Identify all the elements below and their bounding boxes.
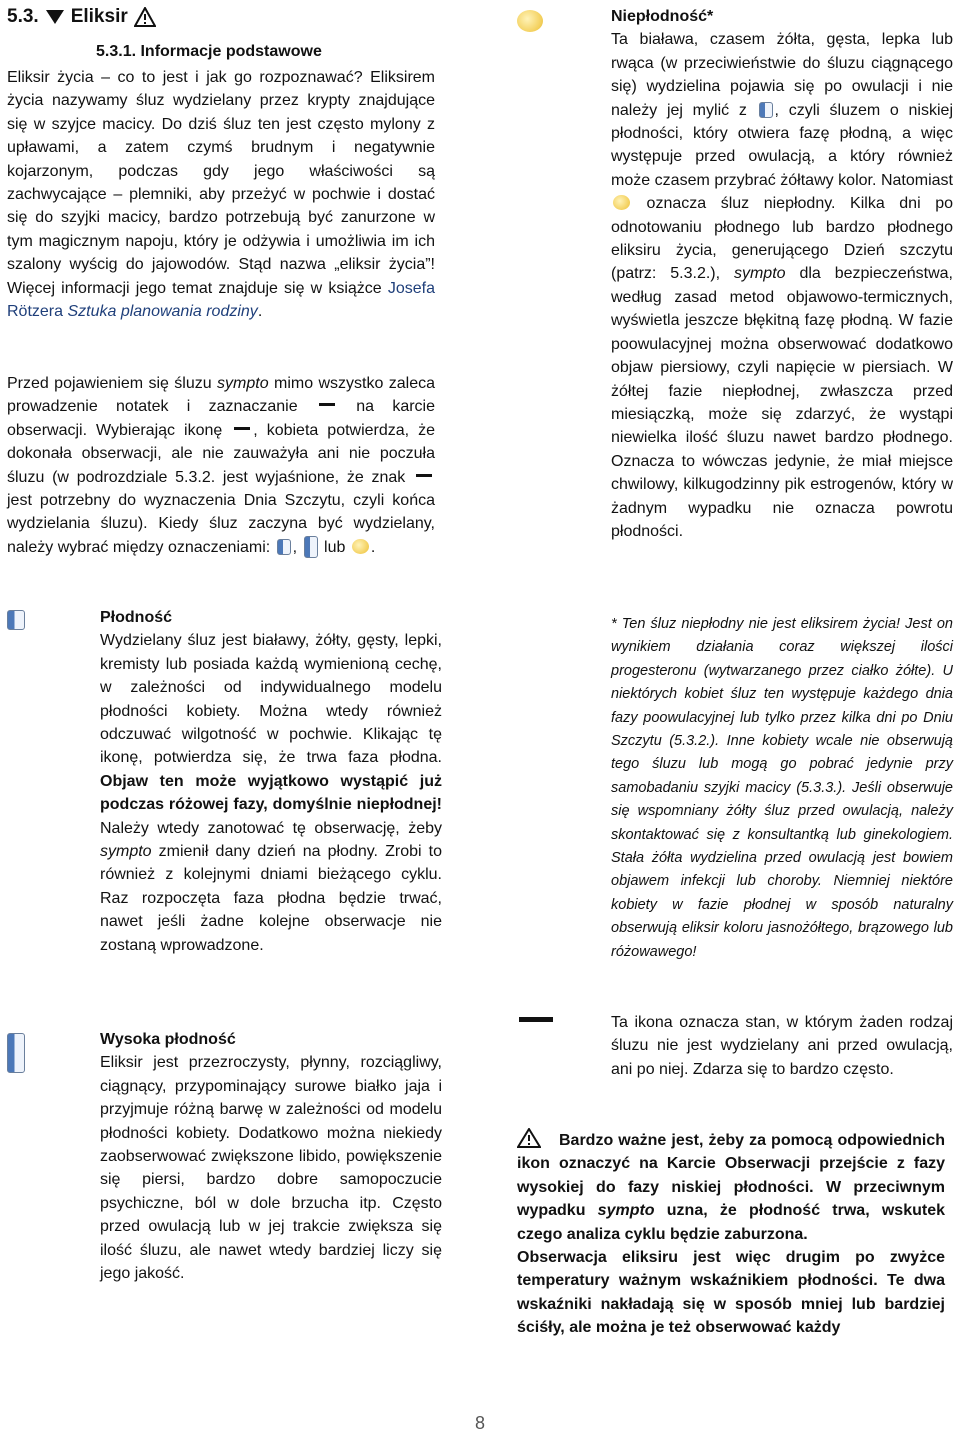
infertility-section xyxy=(611,5,953,543)
warning-icon xyxy=(134,7,156,27)
subsection-heading: 5.3.1. Informacje podstawowe xyxy=(96,43,322,60)
fertility-text-b: Należy wtedy zanotować tę obserwację, żeby xyxy=(100,819,442,837)
fertility-warning: Objaw ten może wyjątkowo wystąpić już podczas różowej fazy, domyślnie niepłodnej! xyxy=(100,772,442,814)
dash-note: Ta ikona oznacza stan, w którym żaden rodzaj śluzu nie jest wydzielany ani przed owulacją, ani po niej. Zdarza się to bardzo często. xyxy=(611,1014,953,1078)
p2-text: lub xyxy=(319,538,350,556)
sympto-name: sympto xyxy=(733,265,786,283)
important-note xyxy=(517,1128,945,1340)
warning-icon xyxy=(517,1128,541,1148)
p2-text: jest potrzebny do wyznaczenia Dnia Szczytu, czyli końca wydzielania śluzu). Kiedy śluz zaczyna być wydzielany, należy wybrać między oznaczeniami: xyxy=(7,492,435,556)
high-fertility-heading: Wysoka płodność xyxy=(100,1031,236,1048)
book-title-link[interactable]: Sztuka planowania rodziny xyxy=(67,303,258,321)
infertility-text xyxy=(611,28,953,543)
mucus-high-fertile-icon xyxy=(304,536,318,558)
sympto-name: sympto xyxy=(217,375,269,392)
mucus-fertile-icon xyxy=(277,539,291,555)
high-fertility-text: Eliksir jest przezroczysty, płynny, rozciągliwy, ciągnący, przypominający surowe białko jaja i przyjmuje różną barwę w zależności od modelu płodności kobiety. Dodatkowo można niekiedy zaobserwować zwiększone libido, powiększenie się piersi, bardzo dobre samopoczucie psychiczne, ból w dole brzucha itp. Często przed owulacją lub w jej trakcie zwiększa się ilość śluzu, ale nawet wtedy bardziej liczy się jego jakość. xyxy=(100,1054,442,1283)
section-number: 5.3. xyxy=(7,6,39,27)
footnote: * Ten śluz niepłodny nie jest eliksirem życia! Jest on wynikiem działania coraz większej ilości progesteronu (wytwarzanego przez ciałko żółte). U niektórych kobiet śluz ten występuje każdego dnia fazy poowulacyjnej lub tylko przez kilka dni po Dniu Szczytu (5.3.2.). Inne kobiety wcale nie obserwują tego śluzu lub mogą go pobrać jedynie przy samobadaniu szyjki macicy (5.3.3.). Jeśli obserwuje się wspomniany żółty śluz przed owulacją, należy skontaktować się z konsultantką lub ginekologiem. Stała żółta wydzielina przed owulacją jest bowiem objawem infekcji lub choroby. Niemniej niektóre kobiety w fazie płodnej w sposób naturalny obserwują eliksir koloru jasnożółtego, brązowego lub różowawego! xyxy=(611,616,953,960)
important-text-b: uzna, że płodność trwa, wskutek czego analiza cyklu będzie zaburzona. xyxy=(517,1202,946,1243)
mucus-infertile-icon xyxy=(352,539,369,554)
infertility-heading: Niepłodność* xyxy=(611,8,714,25)
infertility-text-a: Ta biaława, czasem żółta, gęsta, lepka lub rwąca (w przeciwieństwie do śluzu ciągnącego się) wydzielina pojawia się po owulacji i nie należy jej mylić z xyxy=(611,31,953,119)
p2-text: , kobieta potwierdza, że dokonała obserwacji, ale nie zauważyła ani nie poczuła śluzu (w podrozdziale 5.3.2. jest wyjaśnione, że znak xyxy=(7,421,436,486)
section-title: Eliksir xyxy=(70,6,128,27)
infertility-text-c: oznacza śluz niepłodny. Kilka dni po odnotowaniu płodnego lub bardzo płodnego eliksiru życia, generującego Dzień szczytu (patrz: 5.3.2.), xyxy=(611,195,953,283)
mucus-fertile-icon xyxy=(7,610,25,630)
fertility-text-a: Wydzielany śluz jest białawy, żółty, gęsty, lepki, kremisty lub posiada każdą wymienioną cechę, w zależności od indywidualnego modelu płodności kobiety. Można wtedy również odczuwać wilgotność w pochwie. Klikając tę ikonę, potwierdza się, że trwa faza płodna. xyxy=(100,632,442,767)
p2-text: na karcie obserwacji. Wybierając ikonę xyxy=(7,398,435,439)
dash-dry-icon xyxy=(234,427,250,430)
p2-text: Przed pojawieniem się śluzu xyxy=(7,375,218,392)
sympto-name: sympto xyxy=(597,1202,655,1220)
infertility-text-b: , czyli śluzem o niskiej płodności, który otwiera fazę płodną, a więc występuje przed owulacją, a który również może czasem przybrać żółtawy kolor. Natomiast xyxy=(611,101,953,189)
mucus-infertile-icon xyxy=(517,10,543,32)
fertility-text-c: zmienił dany dzień na płodny. Zrobi to również z kolejnymi dniami bieżącego cyklu. Raz rozpoczęta faza płodna będzie trwać, nawet jeśli żadne kolejne obserwacje nie zostaną wprowadzone. xyxy=(100,843,442,954)
intro-paragraph-2 xyxy=(7,372,435,559)
intro-text-end: . xyxy=(257,303,263,321)
section-heading xyxy=(7,5,156,28)
sympto-name: sympto xyxy=(100,843,152,861)
dash-dry-icon xyxy=(319,403,335,406)
high-fertility-section xyxy=(100,1028,442,1285)
book-author-link[interactable]: Josefa Rötzera xyxy=(7,279,435,321)
important-paragraph-2: Obserwacja eliksiru jest więc drugim po zwyżce temperatury ważnym wskaźnikiem płodności. Te dwa wskaźniki nakładają się w sposób mniej lub bardziej ściśły, ale można je też obserwować każdy xyxy=(517,1249,945,1337)
mucus-fertile-icon xyxy=(759,102,773,118)
intro-text: Eliksir życia – co to jest i jak go rozpoznawać? Eliksirem życia nazywamy śluz wydzielany przez krypty znajdujące się w szyjce macicy. Do dziś śluz ten jest często mylony z upławami, a zatem czymś brudnym i negatywnie kojarzonym, podczas gdy jego właściwości są zachwycające – plemniki, aby przeżyć w pochwie i dostać się do szyjki macicy, bardzo potrzebują być zanurzone w tym magicznym napoju, który je odżywia i umożliwia im ich szalony wyścig do jajowodów. Stąd nazwa „eliksir życia”! Więcej informacji jego temat znajduje się w książce xyxy=(7,69,435,297)
important-text-a: Bardzo ważne jest, żeby za pomocą odpowiednich ikon oznaczyć na Karcie Obserwacji przejście z fazy wysokiej do fazy niskiej płodności. W przeciwnym wypadku xyxy=(517,1132,945,1220)
triangle-down-icon xyxy=(45,9,65,25)
important-paragraph-1 xyxy=(517,1128,945,1246)
p2-text: , xyxy=(292,538,302,556)
infertility-text-d: dla bezpieczeństwa, według zasad metod objawowo-termicznych, wyświetla jeszcze błękitną fazę płodną. W fazie poowulacyjnej można obserwować dodatkowo objaw piersiowy, czyli napięcie w piersiach. W żółtej fazie niepłodnej, zwłaszcza przed miesiączką, może się zdarzyć, że wystąpi niewielka ilość śluzu nawet bardzo płodnego. Oznacza to wówczas jedynie, że miał miejsce chwilowy, kilkugodzinny pik estrogenów, który w żadnym wypadku nie oznacza powrotu płodności. xyxy=(611,265,953,540)
dash-dry-icon xyxy=(416,474,432,477)
intro-paragraph-1 xyxy=(7,66,435,323)
fertility-text xyxy=(100,629,442,957)
fertility-section xyxy=(100,606,442,957)
fertility-heading: Płodność xyxy=(100,609,173,626)
p2-text: mimo wszystko zaleca prowadzenie notatek i zaznaczanie xyxy=(7,375,436,416)
dash-dry-icon xyxy=(519,1017,553,1022)
mucus-infertile-icon xyxy=(613,195,630,210)
p2-text: . xyxy=(370,538,376,556)
page-number: 8 xyxy=(474,1413,485,1433)
mucus-high-fertile-icon xyxy=(7,1033,25,1073)
